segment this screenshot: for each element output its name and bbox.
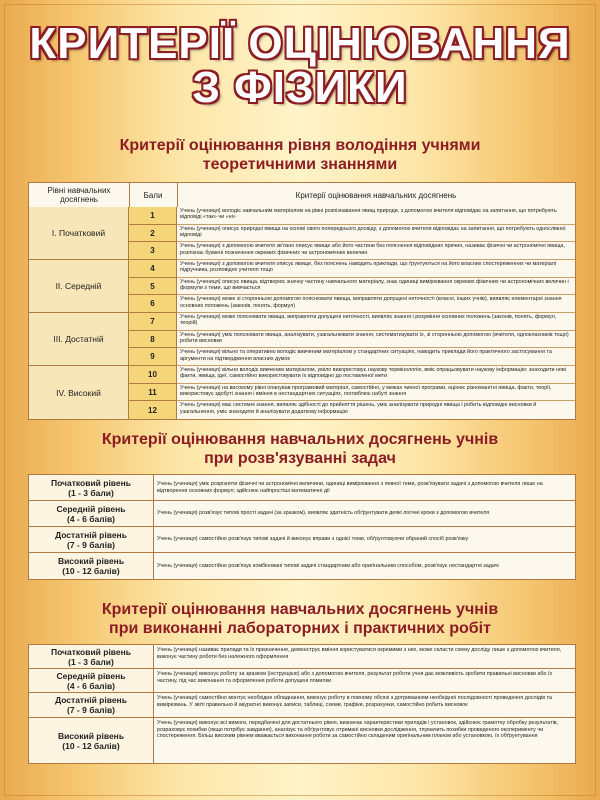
criteria-cell: Учень (учениця) описує явища, відтворює значну частину навчального матеріалу, знає одиниці вимірювання окремих фізичних чи астрономічних величин і формули з теми, що вивчається	[177, 278, 575, 296]
criteria-cell: Учень (учениця) називає прилади та їх призначення, демонструє вміння користуватися окремими з них, може скласти схему досліду лише з допомогою вчителя, виконує частину роботи без належного оформлення	[157, 647, 562, 660]
criteria-cell: Учень (учениця) уміє пояснювати явища, аналізувати, узагальнювати знання, систематизувати їх, зі сторонньою допомогою (вчителя, однокласників тощо) робити висновки	[177, 331, 575, 349]
level-cell-initial: І. Початковий	[29, 207, 129, 260]
points-cell: 6	[129, 295, 177, 313]
level-cell	[29, 718, 154, 763]
lab-work-criteria-table	[28, 644, 576, 764]
criteria-cell: Учень (учениця) самостійно розв'язує типові задачі й виконує вправи з однієї теми, обґрунтовуючи обраний спосіб розв'язку	[157, 536, 469, 543]
criteria-cell: Учень (учениця) на високому рівні опанував програмовий матеріал, самостійно, у межах чинної програми, оцінює різноманітні явища, факти, теорії, використовує здобуті знання і вміння в нестандартних ситуаціях, поглиблює набуті знання	[177, 384, 575, 402]
page-title-line-1: КРИТЕРІЇ ОЦІНЮВАННЯ	[29, 19, 571, 68]
table-row	[29, 553, 575, 579]
column-header-criteria: Критерії оцінювання навчальних досягнень	[295, 190, 457, 200]
section-theory-heading	[0, 136, 600, 174]
criteria-cell: Учень (учениця) виконує роботу за зразком (інструкцією) або з допомогою вчителя, результат роботи учня дає можливість зробити правильні висновки або їх частину, під час виконання та оформлення роботи допущені помилки	[157, 671, 553, 684]
level-cell	[29, 669, 154, 692]
criteria-cell: Учень (учениця) з допомогою вчителя описує явище, без пояснень наводить приклади, що ґрунтуються на його власних спостереженнях чи матеріалі підручника, розповідях учителя тощо	[177, 260, 575, 278]
problem-solving-criteria-table	[28, 474, 576, 580]
level-range: (1 - 3 бали)	[68, 487, 114, 498]
level-name: Високий рівень	[57, 730, 125, 741]
level-name: Достатній рівень	[55, 695, 127, 705]
section-problems-heading	[0, 430, 600, 468]
level-cell	[29, 527, 154, 552]
level-name: Початковий рівень	[50, 477, 132, 488]
table-row	[29, 475, 575, 501]
section-theory-heading-line-2: теоретичними знаннями	[202, 156, 398, 173]
section-labs-heading-line-1: Критерії оцінювання навчальних досягнень учнів	[101, 601, 499, 618]
criteria-cell: Учень (учениця) з допомогою вчителя зв'язно описує явище або його частини без пояснення відповідних причин, називає фізичні чи астрономічні явища, розпізнає буквені позначення окремих фізичних чи астрономічних величин	[177, 242, 575, 260]
level-range: (10 - 12 балів)	[62, 566, 120, 576]
column-header-levels: Рівні навчальних досягнень	[29, 183, 130, 207]
section-problems-heading-line-1: Критерії оцінювання навчальних досягнень учнів	[101, 431, 499, 448]
criteria-cell: Учень (учениця) вільно та оперативно володіє вивченим матеріалом у стандартних ситуаціях, наводить приклади його практичного застосування та аргументи на підтвердження власних думок	[177, 348, 575, 366]
table-body	[29, 207, 575, 419]
level-range: (7 - 9 балів)	[67, 705, 115, 715]
criteria-cell: Учень (учениця) може зі сторонньою допомогою пояснювати явища, виправляти допущені неточності (власні, інших учнів), виявляє елементарні знання основних положень (законів, понять, формул)	[177, 295, 575, 313]
theory-criteria-table	[28, 182, 576, 420]
points-cell: 2	[129, 225, 177, 243]
level-name: Високий рівень	[57, 556, 125, 566]
table-row	[29, 645, 575, 669]
points-cell: 7	[129, 313, 177, 331]
table-header-row	[29, 183, 575, 208]
section-problems-heading-line-2: при розв'язуванні задач	[204, 450, 396, 467]
level-cell-average: ІІ. Середній	[29, 260, 129, 313]
points-cell: 11	[129, 384, 177, 402]
level-range: (10 - 12 балів)	[62, 740, 120, 751]
level-range: (4 - 6 балів)	[67, 680, 115, 691]
level-cell	[29, 475, 154, 500]
criteria-cell: Учень (учениця) розв'язує типові прості задачі (за зразком), виявляє здатність обґрунтувати деякі логічні кроки з допомогою вчителя	[157, 510, 490, 517]
table-row	[29, 718, 575, 763]
points-cell: 5	[129, 278, 177, 296]
criteria-cell: Учень (учениця) виконує всі вимоги, передбачені для достатнього рівня, визначає характеристики приладів і установок, здійснює грамотну обробку результатів, розраховує похибки (якщо потрібує завдання), аналізує та обґрунтовує отримані висновки дослідження, тлумачить похибки проведеного експерименту чи спостереження. Більш високим рівнем вважається виконання роботи за самостійно складеним оригінальним планом або установкою, їх обґрунтування	[157, 720, 559, 739]
level-cell-sufficient: ІІІ. Достатній	[29, 313, 129, 366]
level-name: Середній рівень	[56, 670, 126, 681]
table-row	[29, 693, 575, 718]
criteria-cell: Учень (учениця) вільно володіє вивченим матеріалом, уміло використовує наукову термінологію, вміє опрацьовувати наукову інформацію: знаходити нові факти, явища, ідеї, самостійно використовувати їх відповідно до поставленої мети	[177, 366, 575, 384]
points-cell: 1	[129, 207, 177, 225]
table-row	[29, 527, 575, 553]
level-name: Достатній рівень	[55, 529, 127, 540]
criteria-cell: Учень (учениця) володіє навчальним матеріалом на рівні розпізнавання явищ природи, з допомогою вчителя відповідає на запитання, що потребують відповіді «так» чи «ні»	[177, 207, 575, 225]
points-cell: 3	[129, 242, 177, 260]
level-cell	[29, 645, 154, 668]
section-labs-heading	[0, 600, 600, 638]
page-title-line-2: З ФІЗИКИ	[192, 63, 408, 112]
criteria-cell: Учень (учениця) може пояснювати явища, виправляти допущені неточності, виявляє знання і розуміння основних положень (законів, понять, формул, теорій)	[177, 313, 575, 331]
criteria-cell: Учень (учениця) самостійно монтує необхідне обладнання, виконує роботу в повному обсязі з дотриманням необхідної послідовності проведення дослідів та вимірювань. У звіті правильно й акуратно виконує записи, таблиці, схеми, графіки, розрахунки, самостійно робить висновок	[157, 695, 552, 708]
level-name: Середній рівень	[56, 503, 126, 514]
criteria-cell: Учень (учениця) має системні знання, виявляє здібності до прийняття рішень, уміє аналізувати природні явища і робить відповідні висновки й узагальнення, уміє знаходити й аналізувати додаткову інформацію	[177, 401, 575, 419]
criteria-cell: Учень (учениця) уміє розрізняти фізичні чи астрономічні величини, одиниці вимірювання з певної теми, розв'язувати задачі з допомогою вчителя лише на відтворення основних формул; здійснює найпростіші математичні дії	[157, 481, 543, 494]
points-cell: 8	[129, 331, 177, 349]
points-cell: 12	[129, 401, 177, 419]
level-range: (7 - 9 балів)	[67, 539, 115, 550]
level-cell	[29, 501, 154, 526]
page-title	[0, 19, 600, 112]
level-name: Початковий рівень	[50, 646, 132, 657]
criteria-cell: Учень (учениця) описує природні явища на основі свого попереднього досвіду, з допомогою вчителя відповідає на запитання, що потребують однослівної відповіді	[177, 225, 575, 243]
level-cell-high: IV. Високий	[29, 366, 129, 419]
table-row	[29, 669, 575, 693]
section-theory-heading-line-1: Критерії оцінювання рівня володіння учнями	[119, 137, 481, 154]
points-cell: 9	[129, 348, 177, 366]
level-cell	[29, 693, 154, 717]
level-range: (4 - 6 балів)	[67, 513, 115, 524]
column-header-points: Бали	[129, 183, 178, 207]
section-labs-heading-line-2: при виконанні лабораторних і практичних робіт	[109, 620, 491, 637]
criteria-cell: Учень (учениця) самостійно розв'язує комбіновані типові задачі стандартним або оригінальним способом, розв'язує нестандартні задачі	[157, 562, 499, 569]
table-row	[29, 501, 575, 527]
points-cell: 4	[129, 260, 177, 278]
points-cell: 10	[129, 366, 177, 384]
level-range: (1 - 3 бали)	[68, 656, 114, 667]
level-cell	[29, 553, 154, 579]
